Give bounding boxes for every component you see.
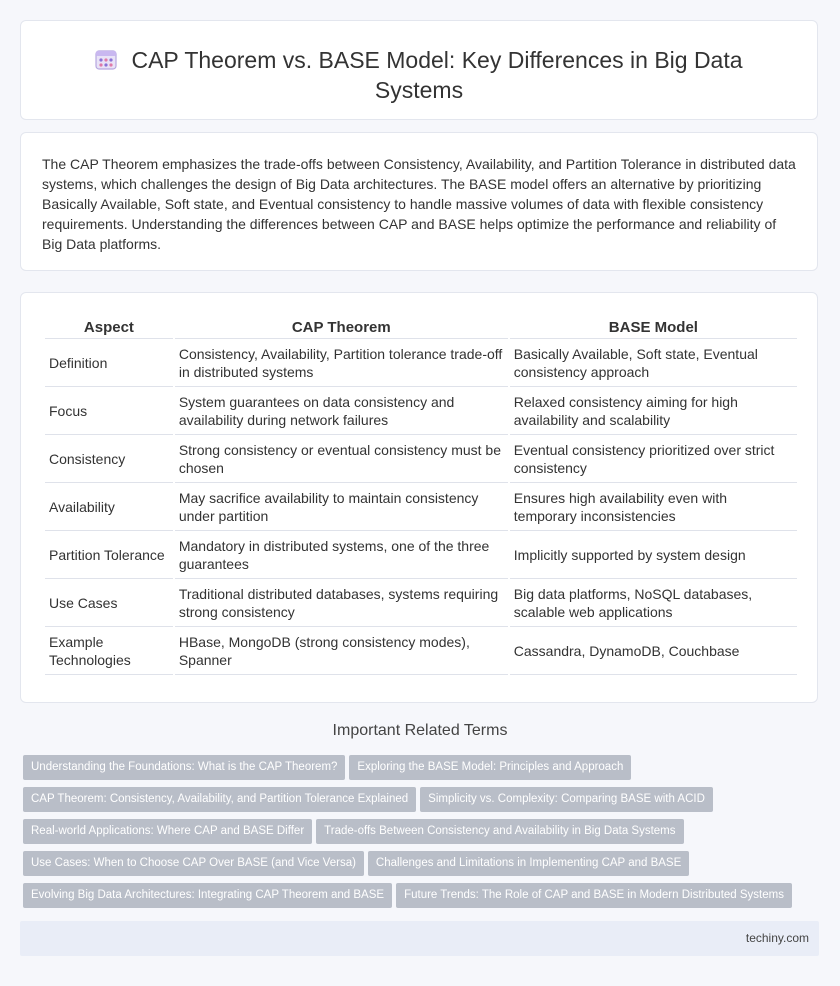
aspect-cell: Partition Tolerance (45, 531, 173, 579)
aspect-cell: Definition (45, 339, 173, 387)
related-term-tag[interactable]: Future Trends: The Role of CAP and BASE in Modern Distributed Systems (396, 883, 792, 908)
related-terms-title: Important Related Terms (332, 722, 508, 739)
aspect-cell: Availability (45, 483, 173, 531)
header-cap: CAP Theorem (175, 315, 508, 339)
header-card (20, 20, 818, 120)
cap-cell: Strong consistency or eventual consistency must be chosen (175, 435, 508, 483)
cap-cell: Consistency, Availability, Partition tolerance trade-off in distributed systems (175, 339, 508, 387)
footer-bar (20, 921, 819, 956)
comparison-table (43, 315, 799, 675)
table-row (45, 339, 797, 387)
cap-cell: Mandatory in distributed systems, one of the three guarantees (175, 531, 508, 579)
related-term-tag[interactable]: Use Cases: When to Choose CAP Over BASE (and Vice Versa) (23, 851, 364, 876)
related-term-tag[interactable]: Challenges and Limitations in Implementing CAP and BASE (368, 851, 689, 876)
intro-paragraph: The CAP Theorem emphasizes the trade-offs between Consistency, Availability, and Partition Tolerance in distributed data systems, which challenges the design of Big Data architectures. The BASE model offers an alternative by prioritizing Basically Available, Soft state, and Eventual consistency to handle massive volumes of data with flexible consistency requirements. Understanding the differences between CAP and BASE helps optimize the performance and reliability of Big Data platforms. (42, 156, 796, 252)
base-cell: Big data platforms, NoSQL databases, scalable web applications (510, 579, 797, 627)
cap-cell: Traditional distributed databases, systems requiring strong consistency (175, 579, 508, 627)
aspect-cell: Focus (45, 387, 173, 435)
related-term-tag[interactable]: Simplicity vs. Complexity: Comparing BASE with ACID (420, 787, 713, 812)
base-cell: Eventual consistency prioritized over strict consistency (510, 435, 797, 483)
intro-card (20, 132, 818, 271)
table-header-row (45, 315, 797, 339)
base-cell: Cassandra, DynamoDB, Couchbase (510, 627, 797, 675)
table-row (45, 627, 797, 675)
base-cell: Ensures high availability even with temporary inconsistencies (510, 483, 797, 531)
comparison-table-card (20, 292, 818, 703)
table-row (45, 387, 797, 435)
aspect-cell: Use Cases (45, 579, 173, 627)
table-row (45, 483, 797, 531)
related-term-tag[interactable]: Evolving Big Data Architectures: Integrating CAP Theorem and BASE (23, 883, 392, 908)
cap-cell: HBase, MongoDB (strong consistency modes), Spanner (175, 627, 508, 675)
page-title-wrap (81, 45, 757, 105)
base-cell: Implicitly supported by system design (510, 531, 797, 579)
header-aspect: Aspect (45, 315, 173, 339)
cap-cell: May sacrifice availability to maintain consistency under partition (175, 483, 508, 531)
cap-cell: System guarantees on data consistency and availability during network failures (175, 387, 508, 435)
base-cell: Basically Available, Soft state, Eventual consistency approach (510, 339, 797, 387)
table-row (45, 579, 797, 627)
table-row (45, 435, 797, 483)
related-term-tag[interactable]: Exploring the BASE Model: Principles and Approach (349, 755, 631, 780)
header-base: BASE Model (510, 315, 797, 339)
related-term-tag[interactable]: Understanding the Foundations: What is the CAP Theorem? (23, 755, 345, 780)
related-term-tag[interactable]: CAP Theorem: Consistency, Availability, and Partition Tolerance Explained (23, 787, 416, 812)
table-row (45, 531, 797, 579)
aspect-cell: Example Technologies (45, 627, 173, 675)
related-terms-list (23, 755, 823, 915)
aspect-cell: Consistency (45, 435, 173, 483)
related-term-tag[interactable]: Real-world Applications: Where CAP and BASE Differ (23, 819, 312, 844)
page-title: CAP Theorem vs. BASE Model: Key Differences in Big Data Systems (131, 47, 743, 103)
base-cell: Relaxed consistency aiming for high availability and scalability (510, 387, 797, 435)
table-grid-icon (95, 49, 117, 71)
footer-site-link[interactable]: techiny.com (745, 931, 809, 945)
related-term-tag[interactable]: Trade-offs Between Consistency and Availability in Big Data Systems (316, 819, 683, 844)
